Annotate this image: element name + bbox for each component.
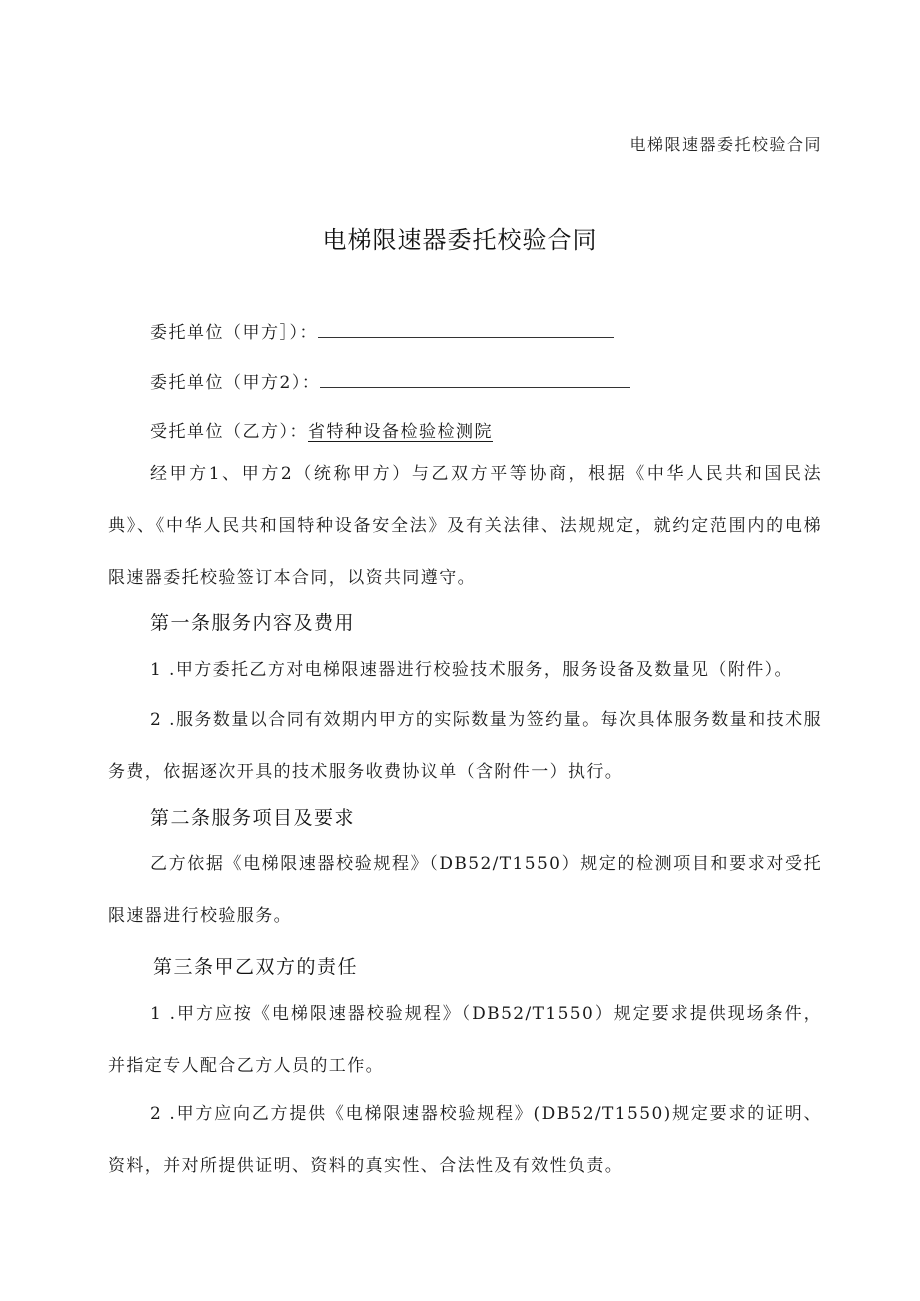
document-title: 电梯限速器委托校验合同 [322,226,598,254]
section-1-paragraph-1: 1 .甲方委托乙方对电梯限速器进行校验技术服务，服务设备及数量见（附件）。 [150,660,793,680]
section-3-paragraph-2: 2 .甲方应向乙方提供《电梯限速器校验规程》(DB52/T1550)规定要求的证明、资料，并对所提供证明、资料的真实性、合法性及有效性负责。 [108,1104,822,1176]
section-1-heading: 第一条服务内容及费用 [150,613,356,634]
party-a1-label: 委托单位（甲方］）： [150,323,318,343]
section-2-heading: 第二条服务项目及要求 [150,808,356,829]
section-1-paragraph-2: 2 .服务数量以合同有效期内甲方的实际数量为签约量。每次具体服务数量和技术服务费，依据逐次开具的技术服务收费协议单（含附件一）执行。 [108,710,822,782]
party-a2-line [150,368,630,393]
party-a2-field[interactable] [320,369,630,388]
party-a2-label: 委托单位（甲方2）： [150,373,321,393]
party-b-label: 受托单位（乙方）： [150,422,308,442]
party-b-line [150,417,493,442]
party-a1-line [150,318,614,343]
section-2-paragraph-1: 乙方依据《电梯限速器校验规程》（DB52/T1550）规定的检测项目和要求对受托限速器进行校验服务。 [108,854,822,926]
section-3-heading: 第三条甲乙双方的责任 [153,957,359,978]
section-3-paragraph-1: 1 .甲方应按《电梯限速器校验规程》（DB52/T1550）规定要求提供现场条件，并指定专人配合乙方人员的工作。 [108,1004,822,1076]
party-a1-field[interactable] [318,319,614,338]
running-header: 电梯限速器委托校验合同 [629,135,822,154]
preamble-paragraph: 经甲方1、甲方2（统称甲方）与乙双方平等协商，根据《中华人民共和国民法典》、《中华人民共和国特种设备安全法》及有关法律、法规规定，就约定范围内的电梯限速器委托校验签订本合同，以资共同遵守。 [108,464,822,588]
party-b-value: 省特种设备检验检测院 [308,422,493,442]
